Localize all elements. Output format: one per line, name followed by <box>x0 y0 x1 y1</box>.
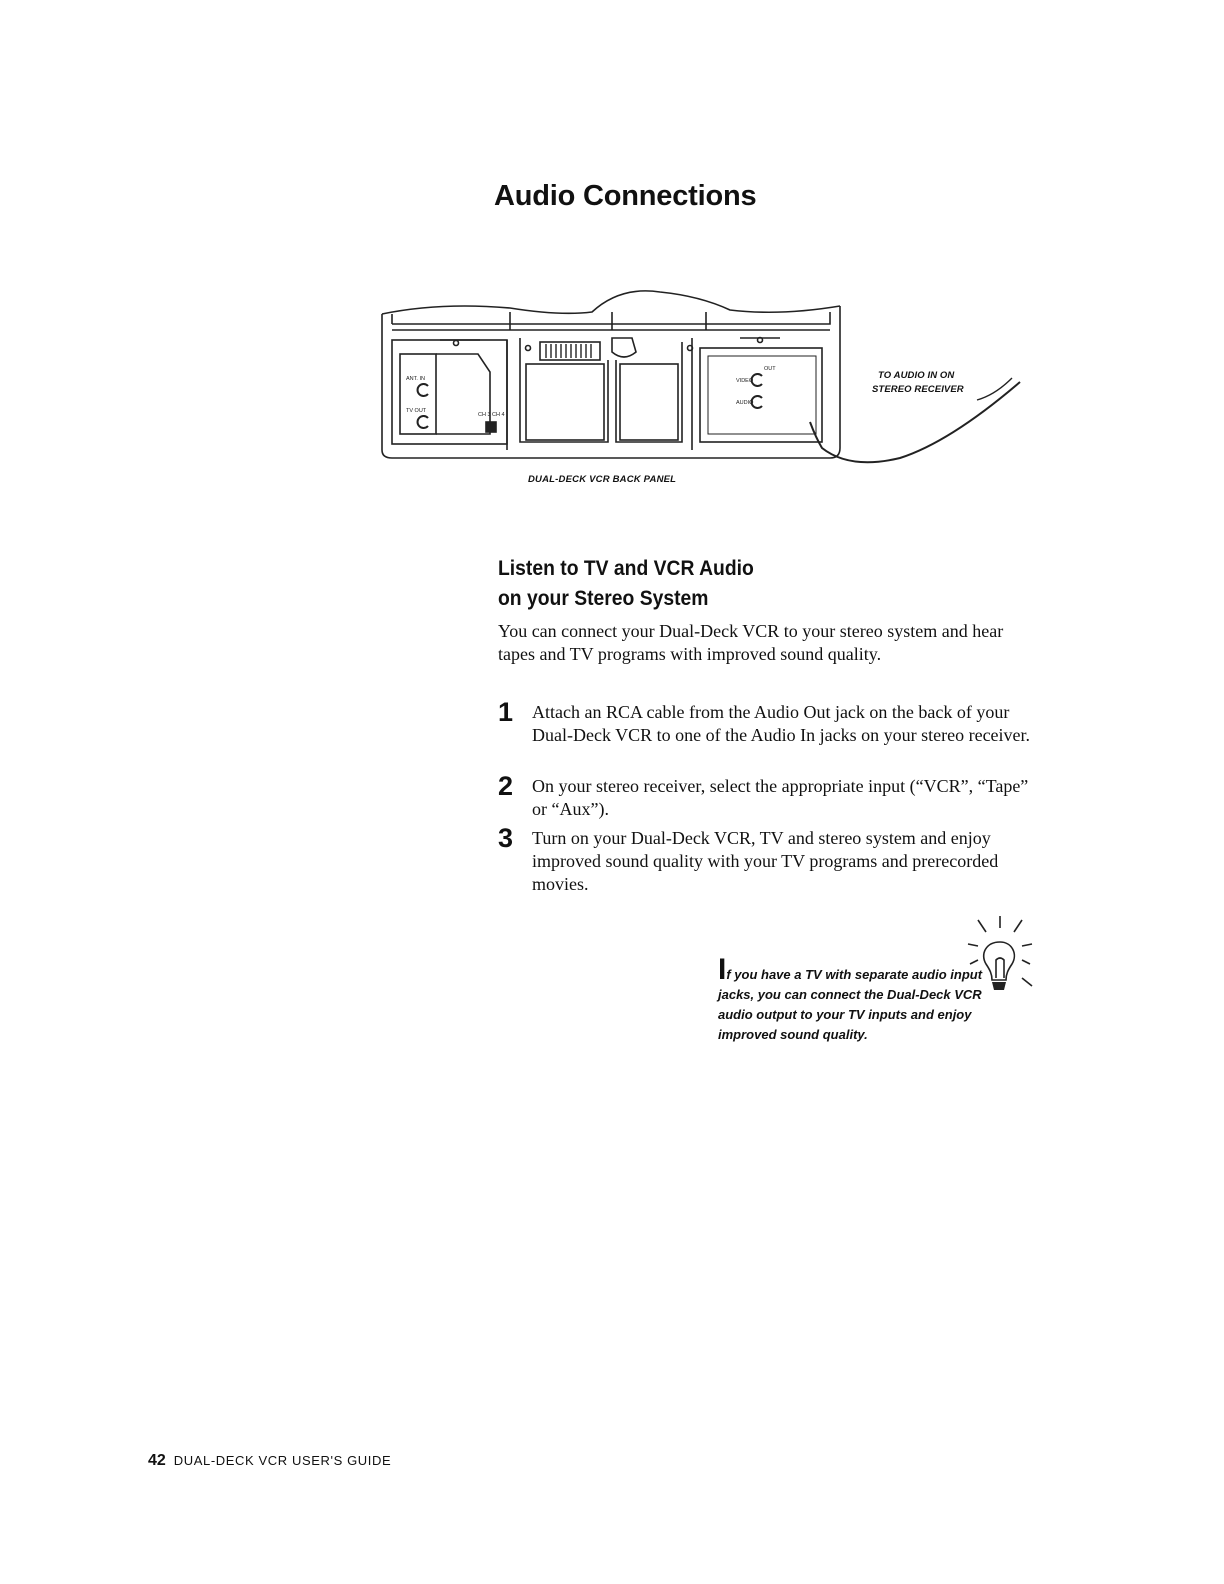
jack-label-ant-in: ANT. IN <box>406 376 425 382</box>
callout-line-2: STEREO RECEIVER <box>872 384 964 395</box>
guide-title: DUAL-DECK VCR USER'S GUIDE <box>173 1453 392 1468</box>
tip-text: f you have a TV with separate audio input jacks, you can connect the Dual-Deck VCR audio output to your TV inputs and enjoy improved sound quality. <box>718 967 983 1042</box>
jack-label-audio: AUDIO <box>736 400 754 406</box>
diagram-callout <box>872 369 964 397</box>
tip-initial: I <box>718 953 727 986</box>
step-text: On your stereo receiver, select the appropriate input (“VCR”, “Tape” or “Aux”). <box>532 776 1029 819</box>
step-text: Turn on your Dual-Deck VCR, TV and stereo system and enjoy improved sound quality with your TV programs and prerecorded movies. <box>532 828 999 894</box>
step-text: Attach an RCA cable from the Audio Out jack on the back of your Dual-Deck VCR to one of the Audio In jacks on your stereo receiver. <box>532 702 1031 745</box>
jack-label-tv-out: TV OUT <box>406 408 427 414</box>
intro-paragraph: You can connect your Dual-Deck VCR to your stereo system and hear tapes and TV programs with improved sound quality. <box>498 621 1004 664</box>
step-number: 2 <box>498 771 514 801</box>
page-number: 42 <box>148 1452 166 1469</box>
page-footer <box>148 1452 391 1470</box>
switch-label-channel: CH 3 CH 4 <box>478 412 505 418</box>
figure-caption: DUAL-DECK VCR BACK PANEL <box>528 474 677 485</box>
callout-line-1: TO AUDIO IN ON <box>878 370 955 381</box>
section-heading-line-1: Listen to TV and VCR Audio <box>498 557 754 580</box>
section-heading <box>498 554 754 614</box>
step-number: 3 <box>498 823 514 853</box>
step-number: 1 <box>498 697 514 727</box>
jack-label-video: VIDEO <box>736 378 754 384</box>
tip-note <box>718 953 988 1045</box>
page-title: Audio Connections <box>494 180 757 212</box>
section-heading-line-2: on your Stereo System <box>498 587 709 610</box>
jack-label-out: OUT <box>764 366 776 372</box>
